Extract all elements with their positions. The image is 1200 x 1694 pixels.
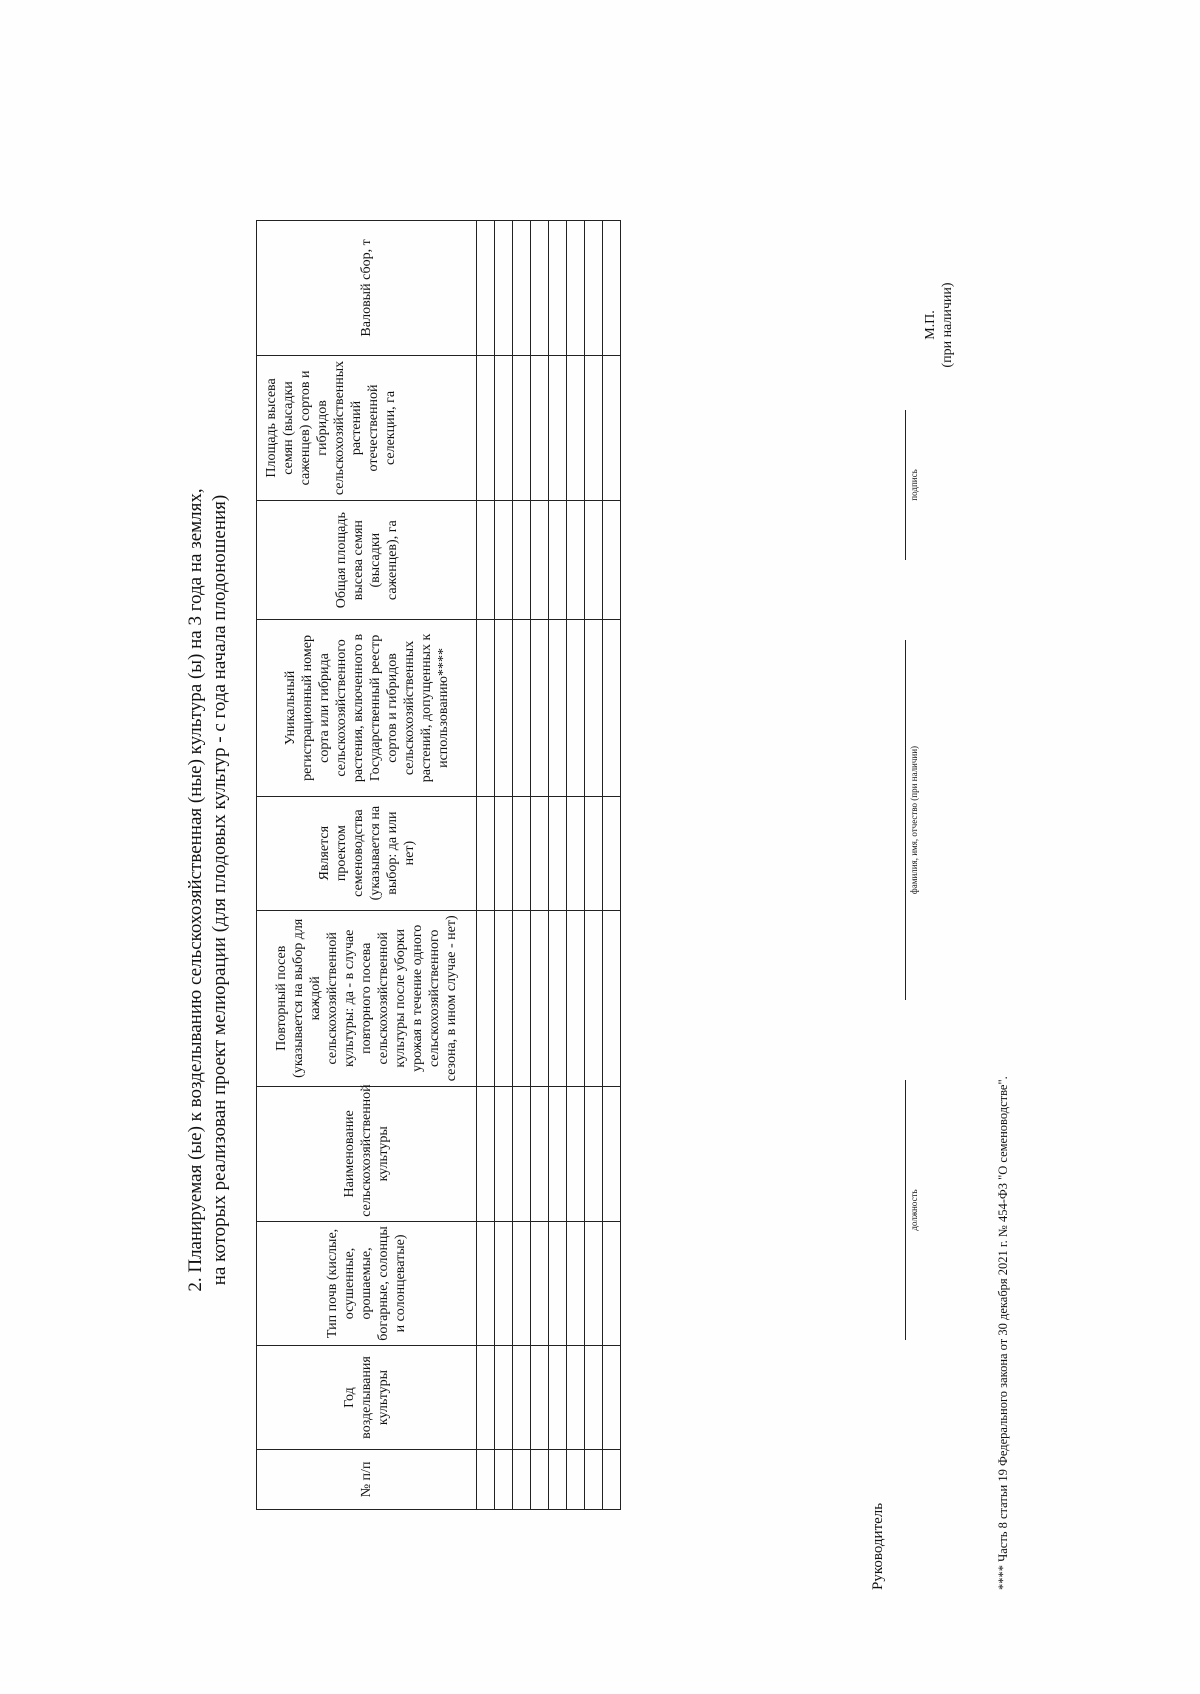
table-row [603,221,621,1510]
table-cell[interactable] [531,796,549,910]
table-cell[interactable] [549,1449,567,1509]
table-cell[interactable] [567,796,585,910]
table-cell[interactable] [495,620,513,796]
landscape-form [170,170,1050,1610]
table-cell[interactable] [477,1086,495,1221]
table-row [549,221,567,1510]
table-cell[interactable] [531,1221,549,1345]
table-cell[interactable] [567,1221,585,1345]
table-cell[interactable] [495,1221,513,1345]
table-cell[interactable] [477,620,495,796]
table-cell[interactable] [495,796,513,910]
table-cell[interactable] [495,501,513,620]
table-cell[interactable] [585,620,603,796]
table-cell[interactable] [567,355,585,500]
table-cell[interactable] [513,501,531,620]
header-cell-gross-yield: Валовый сбор, т [257,221,477,356]
table-cell[interactable] [585,796,603,910]
table-cell[interactable] [477,910,495,1086]
header-cell-repeat-sowing: Повторный посев (указывается на выбор для каждой сельскохозяйственной культуры: да - в случае повторного посева сельскохозяйственной культуры после уборки урожая в течение одного сельскохозяйственного сезона, в ином случае - нет) [257,910,477,1086]
table-cell[interactable] [513,355,531,500]
footnote: **** Часть 8 статьи 19 Федерального закона от 30 декабря 2021 г. № 454-ФЗ "О семеноводстве". [996,1076,1010,1590]
table-cell[interactable] [549,355,567,500]
table-cell[interactable] [513,1346,531,1450]
table-cell[interactable] [549,620,567,796]
table-cell[interactable] [585,910,603,1086]
table-cell[interactable] [567,1086,585,1221]
table-cell[interactable] [603,1346,621,1450]
table-cell[interactable] [477,796,495,910]
position-caption: должность [909,1189,919,1231]
table-cell[interactable] [531,620,549,796]
table-cell[interactable] [531,221,549,356]
table-cell[interactable] [477,1449,495,1509]
table-cell[interactable] [567,910,585,1086]
table-cell[interactable] [513,1449,531,1509]
table-header-row [257,221,477,1510]
table-cell[interactable] [603,910,621,1086]
table-cell[interactable] [531,1086,549,1221]
table-cell[interactable] [549,910,567,1086]
table-cell[interactable] [513,620,531,796]
table-cell[interactable] [495,1346,513,1450]
table-row [477,221,495,1510]
table-cell[interactable] [603,501,621,620]
table-cell[interactable] [531,1449,549,1509]
table-cell[interactable] [477,1346,495,1450]
header-cell-domestic-area: Площадь высева семян (высадки саженцев) сортов и гибридов сельскохозяйственных растений отечественной селекции, га [257,355,477,500]
table-cell[interactable] [549,796,567,910]
table-row [495,221,513,1510]
table-cell[interactable] [513,910,531,1086]
table-cell[interactable] [495,355,513,500]
table-cell[interactable] [603,355,621,500]
table-cell[interactable] [585,355,603,500]
table-cell[interactable] [585,1086,603,1221]
table-cell[interactable] [513,1221,531,1345]
table-cell[interactable] [585,221,603,356]
table-row [531,221,549,1510]
table-cell[interactable] [495,910,513,1086]
table-row [567,221,585,1510]
header-cell-soil-type: Тип почв (кислые, осушенные, орошаемые, богарные, солонцы и солонцеватые) [257,1221,477,1345]
table-cell[interactable] [585,1346,603,1450]
header-cell-total-area: Общая площадь высева семян (высадки саженцев), га [257,501,477,620]
header-cell-registration-number: Уникальный регистрационный номер сорта или гибрида сельскохозяйственного растения, включенного в Государственный реестр сортов и гибридов сельскохозяйственных растений, допущенных к использованию**** [257,620,477,796]
header-cell-number: № п/п [257,1449,477,1509]
table-cell[interactable] [549,1221,567,1345]
sign-signature-line[interactable] [905,410,906,560]
table-cell[interactable] [531,1346,549,1450]
table-cell[interactable] [567,501,585,620]
stamp-label: М.П. [923,310,938,340]
table-cell[interactable] [513,796,531,910]
table-body [477,221,621,1510]
crop-plan-table [256,220,621,1510]
table-cell[interactable] [495,1086,513,1221]
stamp-place [922,260,956,390]
table-cell[interactable] [477,355,495,500]
form-title-line-1: 2. Планируемая (ые) к возделыванию сельскохозяйственная (ные) культура (ы) на 3 года на землях, [185,488,206,1292]
table-cell[interactable] [603,796,621,910]
header-cell-crop-name: Наименование сельскохозяйственной культуры [257,1086,477,1221]
table-cell[interactable] [603,620,621,796]
table-cell[interactable] [603,1221,621,1345]
table-cell[interactable] [477,221,495,356]
table-cell[interactable] [549,501,567,620]
table-cell[interactable] [567,1346,585,1450]
name-caption: фамилия, имя, отчество (при наличии) [909,745,919,895]
sign-caption: подпись [909,469,919,501]
stamp-note: (при наличии) [940,282,955,368]
table-cell[interactable] [603,1449,621,1509]
table-cell[interactable] [585,501,603,620]
table-cell[interactable] [603,1086,621,1221]
table-cell[interactable] [531,355,549,500]
table-cell[interactable] [585,1221,603,1345]
table-cell[interactable] [585,1449,603,1509]
table-cell[interactable] [567,221,585,356]
table-cell[interactable] [513,221,531,356]
table-cell[interactable] [531,910,549,1086]
table-cell[interactable] [531,501,549,620]
position-signature-line[interactable] [905,1080,906,1340]
table-cell[interactable] [549,1086,567,1221]
head-label: Руководитель [870,1502,886,1590]
header-cell-seed-project: Является проектом семеноводства (указывается на выбор: да или нет) [257,796,477,910]
table-cell[interactable] [549,1346,567,1450]
table-cell[interactable] [477,501,495,620]
table-cell[interactable] [567,1449,585,1509]
table-cell[interactable] [477,1221,495,1345]
table-cell[interactable] [513,1086,531,1221]
table-row [585,221,603,1510]
form-title-line-2: на которых реализован проект мелиорации (для плодовых культур - с года начала плодоношения) [209,494,230,1286]
table-row [513,221,531,1510]
header-cell-year: Год возделывания культуры [257,1346,477,1450]
table-cell[interactable] [567,620,585,796]
table-cell[interactable] [549,221,567,356]
table-cell[interactable] [495,1449,513,1509]
table-cell[interactable] [603,221,621,356]
table-cell[interactable] [495,221,513,356]
name-signature-line[interactable] [905,640,906,1000]
